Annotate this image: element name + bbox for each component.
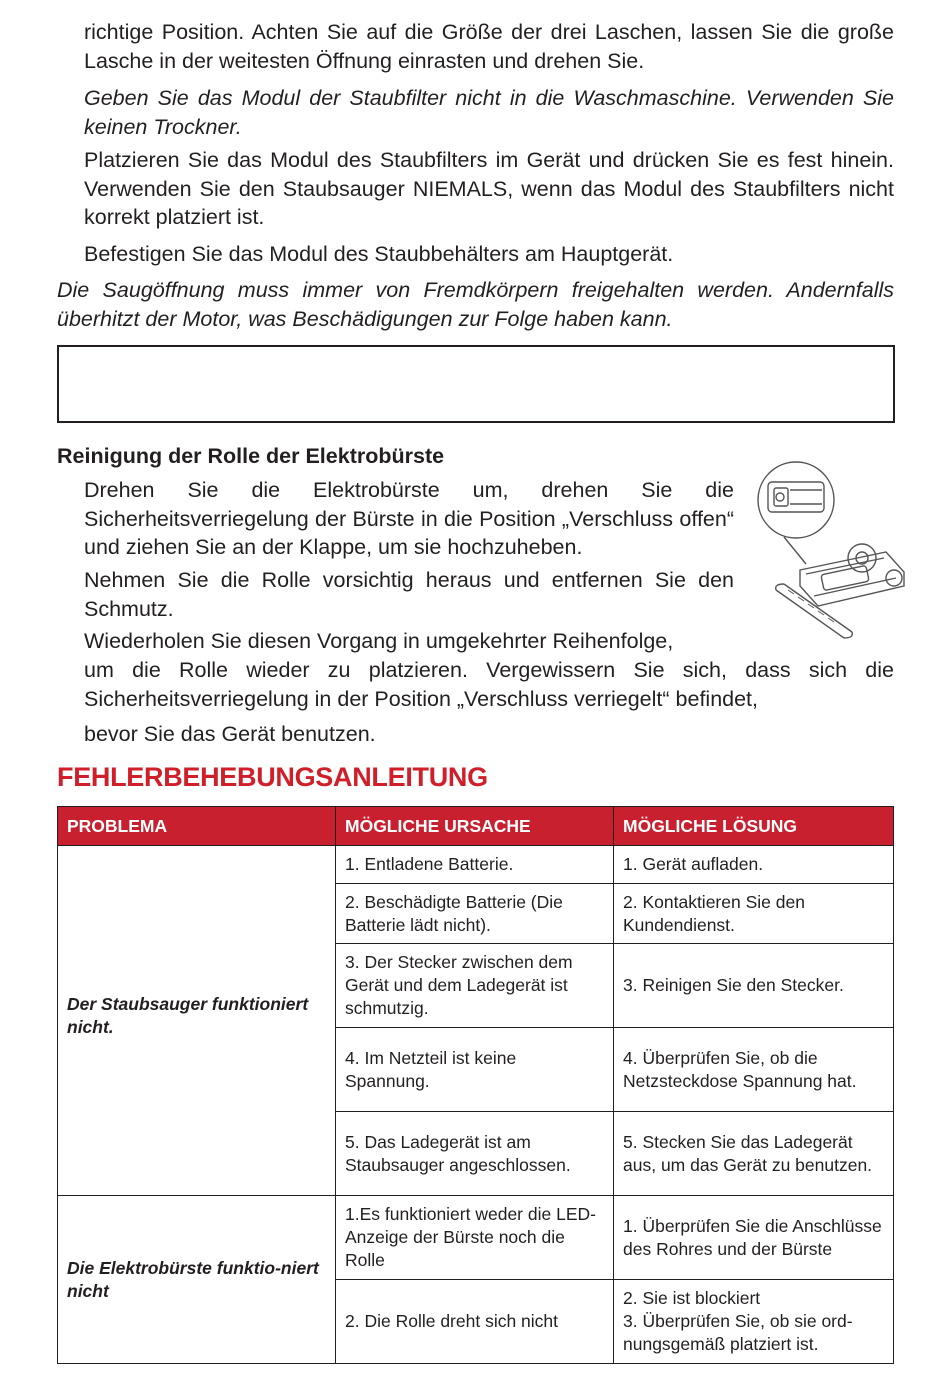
- intro-paragraph-4: Befestigen Sie das Modul des Staubbehälters am Hauptgerät.: [84, 242, 674, 266]
- cause-cell: 2. Die Rolle dreht sich nicht: [336, 1280, 614, 1364]
- cause-cell: 1. Entladene Batterie.: [336, 846, 614, 884]
- cause-cell: 3. Der Stecker zwischen dem Gerät und dem Ladegerät ist schmutzig.: [336, 944, 614, 1028]
- header-problem: PROBLEMA: [58, 807, 336, 846]
- troubleshooting-table: [57, 806, 894, 1364]
- brush-paragraph-1: Drehen Sie die Elektrobürste um, drehen Sie die Sicherheitsverriegelung der Bürste in die Position „Verschluss offen“ und ziehen Sie an der Klappe, um sie hochzuheben.: [84, 478, 734, 560]
- intro-paragraph-3: Platzieren Sie das Modul des Staubfilters im Gerät und drücken Sie es fest hinein. Verwenden Sie den Staubsauger NIEMALS, wenn das Modul des Staubfilters nicht korrekt platziert ist.: [84, 148, 894, 230]
- cause-cell: 4. Im Netzteil ist keine Spannung.: [336, 1028, 614, 1112]
- solution-cell: 2. Kontaktieren Sie den Kundendienst.: [614, 884, 894, 944]
- empty-box: [57, 345, 895, 423]
- brush-head: [800, 544, 904, 606]
- header-solution: MÖGLICHE LÖSUNG: [614, 807, 894, 846]
- solution-line: 2. Sie ist blockiert: [623, 1288, 761, 1308]
- brush-paragraph-3a: Wiederholen Sie diesen Vorgang in umgekehrter Reihenfolge,: [84, 629, 674, 653]
- solution-cell: 1. Überprüfen Sie die Anschlüsse des Rohres und der Bürste: [614, 1196, 894, 1280]
- troubleshooting-title: FEHLERBEHEBUNGSANLEITUNG: [57, 762, 488, 792]
- brush-paragraph-3c: bevor Sie das Gerät benutzen.: [84, 722, 376, 746]
- problem-cell: Der Staubsauger funktioniert nicht.: [58, 846, 336, 1196]
- intro-paragraph-1: richtige Position. Achten Sie auf die Größe der drei Laschen, lassen Sie die große Lasche in der weitesten Öffnung einrasten und drehen Sie.: [84, 20, 894, 73]
- zoom-detail: [768, 482, 824, 512]
- cause-cell: 2. Beschädigte Batterie (Die Batterie lädt nicht).: [336, 884, 614, 944]
- solution-cell: 4. Überprüfen Sie, ob die Netzsteckdose Spannung hat.: [614, 1028, 894, 1112]
- table-header-row: [58, 807, 894, 846]
- zoom-circle: [758, 462, 834, 538]
- header-cause: MÖGLICHE URSACHE: [336, 807, 614, 846]
- solution-cell: 1. Gerät aufladen.: [614, 846, 894, 884]
- cause-cell: 5. Das Ladegerät ist am Staubsauger angeschlossen.: [336, 1112, 614, 1196]
- brush-paragraph-2: Nehmen Sie die Rolle vorsichtig heraus und entfernen Sie den Schmutz.: [84, 568, 734, 621]
- table-row: [58, 1196, 894, 1280]
- cause-cell: 1.Es funktioniert weder die LED-Anzeige der Bürste noch die Rolle: [336, 1196, 614, 1280]
- warning-note: Die Saugöffnung muss immer von Fremdkörpern freigehalten werden. Andernfalls überhitzt der Motor, was Beschädigungen zur Folge haben kann.: [57, 278, 894, 331]
- brush-paragraph-3b: um die Rolle wieder zu platzieren. Vergewissern Sie sich, dass sich die Sicherheitsverriegelung in der Position „Verschluss verriegelt“ befindet,: [84, 658, 894, 711]
- electrobrush-illustration: [744, 460, 912, 650]
- table-row: [58, 846, 894, 884]
- brush-cleaning-title: Reinigung der Rolle der Elektrobürste: [57, 444, 445, 468]
- solution-cell: 3. Reinigen Sie den Stecker.: [614, 944, 894, 1028]
- intro-note-italic: Geben Sie das Modul der Staubfilter nicht in die Waschmaschine. Verwenden Sie keinen Trockner.: [84, 86, 894, 139]
- solution-line: 3. Überprüfen Sie, ob sie ord-nungsgemäß platziert ist.: [623, 1311, 853, 1354]
- solution-cell: 5. Stecken Sie das Ladegerät aus, um das Gerät zu benutzen.: [614, 1112, 894, 1196]
- problem-cell: Die Elektrobürste funktio-niert nicht: [58, 1196, 336, 1364]
- solution-cell: [614, 1280, 894, 1364]
- brush-roller: [776, 584, 853, 638]
